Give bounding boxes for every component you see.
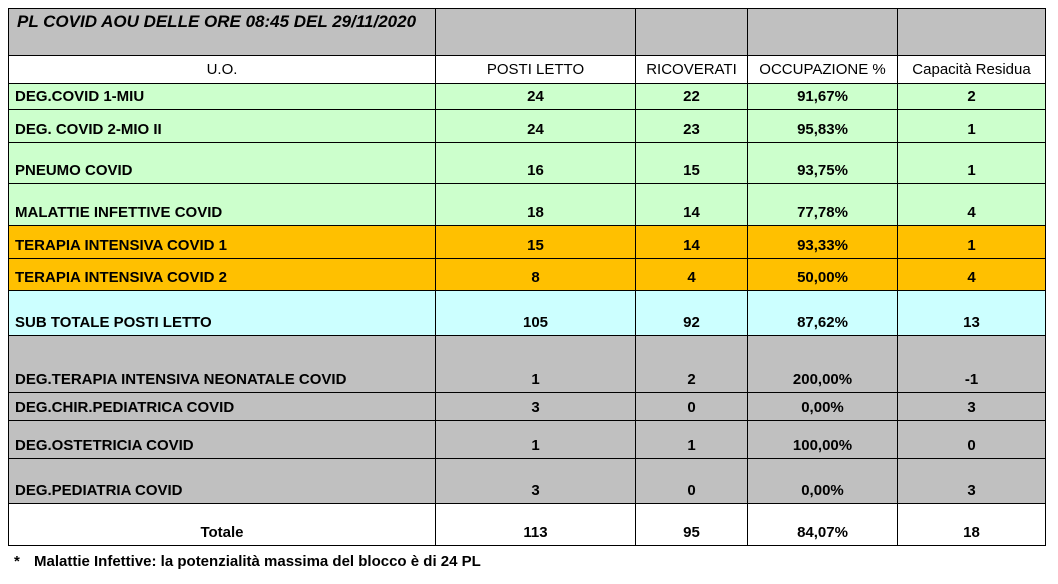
- title-empty-cell: [636, 9, 748, 56]
- title-row: [9, 9, 1046, 56]
- cell-uo: PNEUMO COVID: [9, 143, 436, 184]
- cell-uo: TERAPIA INTENSIVA COVID 1: [9, 226, 436, 259]
- cell-posti-letto: 16: [436, 143, 636, 184]
- column-header-uo: U.O.: [9, 56, 436, 84]
- cell-occupazione: 93,33%: [748, 226, 898, 259]
- cell-ricoverati: 14: [636, 184, 748, 226]
- column-header-occupazione: OCCUPAZIONE %: [748, 56, 898, 84]
- column-header-capacita-residua: Capacità Residua: [898, 56, 1046, 84]
- cell-uo: DEG.OSTETRICIA COVID: [9, 421, 436, 459]
- cell-uo: TERAPIA INTENSIVA COVID 2: [9, 259, 436, 291]
- cell-occupazione: 200,00%: [748, 336, 898, 393]
- cell-ricoverati: 0: [636, 393, 748, 421]
- table-row: [9, 459, 1046, 504]
- table-row: [9, 84, 1046, 110]
- report-title: PL COVID AOU DELLE ORE 08:45 DEL 29/11/2020: [17, 12, 417, 31]
- cell-uo: MALATTIE INFETTIVE COVID: [9, 184, 436, 226]
- cell-ricoverati: 22: [636, 84, 748, 110]
- cell-occupazione: 0,00%: [748, 393, 898, 421]
- cell-occupazione: 93,75%: [748, 143, 898, 184]
- cell-ricoverati: 1: [636, 421, 748, 459]
- cell-capacita-residua: 13: [898, 291, 1046, 336]
- footnote-text: Malattie Infettive: la potenzialità massima del blocco è di 24 PL: [34, 553, 481, 570]
- table-row: [9, 110, 1046, 143]
- cell-uo-totale: Totale: [9, 504, 436, 546]
- cell-capacita-residua: 18: [898, 504, 1046, 546]
- cell-capacita-residua: 4: [898, 259, 1046, 291]
- cell-capacita-residua: 0: [898, 421, 1046, 459]
- cell-capacita-residua: -1: [898, 336, 1046, 393]
- cell-capacita-residua: 3: [898, 393, 1046, 421]
- table-row: [9, 259, 1046, 291]
- cell-occupazione: 77,78%: [748, 184, 898, 226]
- footnote: [14, 553, 1058, 570]
- cell-uo: DEG. COVID 2-MIO II: [9, 110, 436, 143]
- table-row: [9, 336, 1046, 393]
- cell-posti-letto: 8: [436, 259, 636, 291]
- subtotal-row: [9, 291, 1046, 336]
- cell-posti-letto: 113: [436, 504, 636, 546]
- column-header-row: [9, 56, 1046, 84]
- cell-ricoverati: 2: [636, 336, 748, 393]
- column-header-ricoverati: RICOVERATI: [636, 56, 748, 84]
- cell-occupazione: 100,00%: [748, 421, 898, 459]
- cell-uo: DEG.CHIR.PEDIATRICA COVID: [9, 393, 436, 421]
- cell-capacita-residua: 1: [898, 226, 1046, 259]
- cell-posti-letto: 105: [436, 291, 636, 336]
- column-header-posti-letto: POSTI LETTO: [436, 56, 636, 84]
- covid-beds-table: [8, 8, 1046, 546]
- cell-uo: DEG.TERAPIA INTENSIVA NEONATALE COVID: [9, 336, 436, 393]
- cell-ricoverati: 23: [636, 110, 748, 143]
- total-row: [9, 504, 1046, 546]
- table-row: [9, 143, 1046, 184]
- cell-occupazione: 84,07%: [748, 504, 898, 546]
- cell-ricoverati: 4: [636, 259, 748, 291]
- cell-posti-letto: 3: [436, 459, 636, 504]
- cell-uo: DEG.PEDIATRIA COVID: [9, 459, 436, 504]
- report-title-cell: [9, 9, 436, 56]
- cell-posti-letto: 1: [436, 421, 636, 459]
- cell-ricoverati: 95: [636, 504, 748, 546]
- cell-posti-letto: 1: [436, 336, 636, 393]
- cell-capacita-residua: 1: [898, 110, 1046, 143]
- cell-occupazione: 91,67%: [748, 84, 898, 110]
- cell-ricoverati: 14: [636, 226, 748, 259]
- cell-posti-letto: 24: [436, 110, 636, 143]
- cell-capacita-residua: 1: [898, 143, 1046, 184]
- cell-capacita-residua: 3: [898, 459, 1046, 504]
- cell-occupazione: 0,00%: [748, 459, 898, 504]
- cell-occupazione: 50,00%: [748, 259, 898, 291]
- title-empty-cell: [898, 9, 1046, 56]
- cell-posti-letto: 24: [436, 84, 636, 110]
- table-row: [9, 184, 1046, 226]
- cell-capacita-residua: 4: [898, 184, 1046, 226]
- footnote-asterisk: *: [14, 553, 20, 570]
- cell-ricoverati: 0: [636, 459, 748, 504]
- cell-occupazione: 87,62%: [748, 291, 898, 336]
- title-empty-cell: [436, 9, 636, 56]
- table-row: [9, 226, 1046, 259]
- cell-occupazione: 95,83%: [748, 110, 898, 143]
- cell-posti-letto: 18: [436, 184, 636, 226]
- cell-posti-letto: 15: [436, 226, 636, 259]
- cell-uo: SUB TOTALE POSTI LETTO: [9, 291, 436, 336]
- table-row: [9, 421, 1046, 459]
- cell-uo: DEG.COVID 1-MIU: [9, 84, 436, 110]
- cell-posti-letto: 3: [436, 393, 636, 421]
- cell-ricoverati: 92: [636, 291, 748, 336]
- cell-ricoverati: 15: [636, 143, 748, 184]
- cell-capacita-residua: 2: [898, 84, 1046, 110]
- title-empty-cell: [748, 9, 898, 56]
- table-row: [9, 393, 1046, 421]
